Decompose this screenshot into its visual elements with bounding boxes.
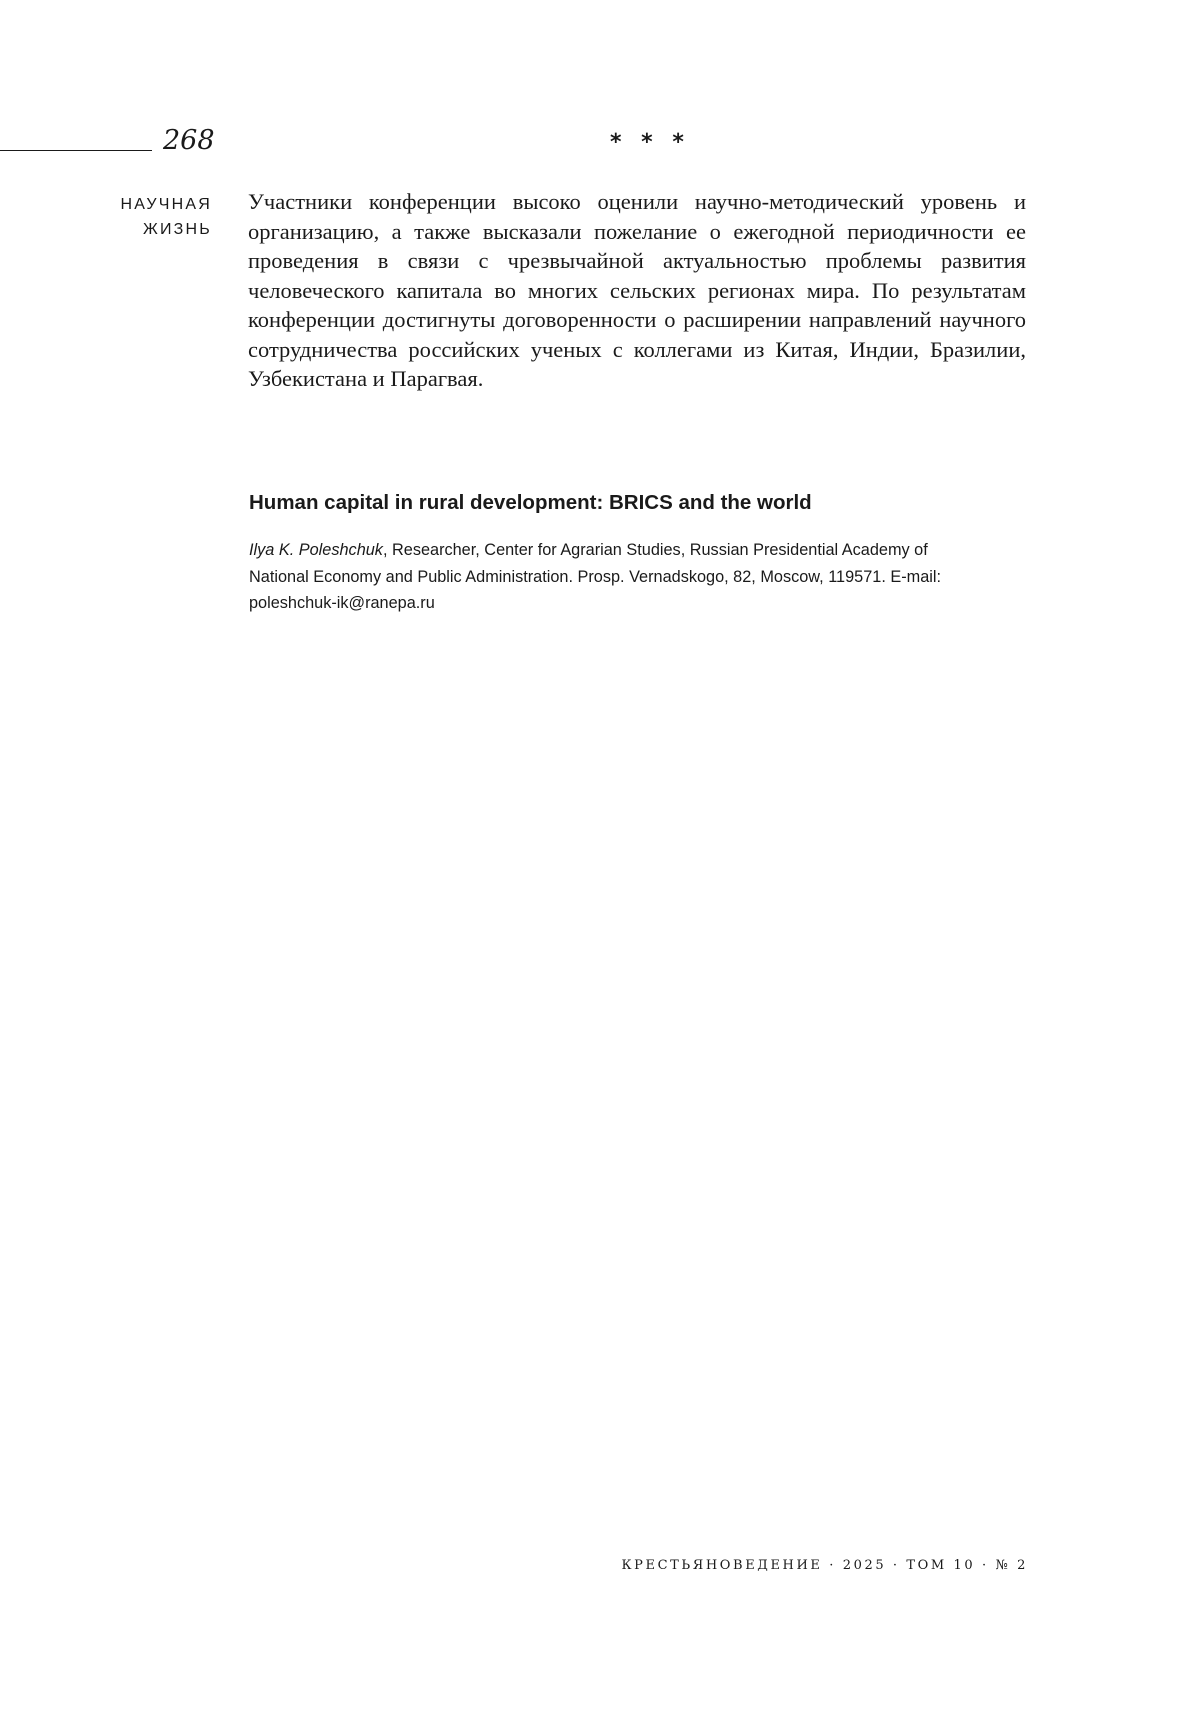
section-label (120, 192, 212, 242)
header-rule (0, 150, 152, 151)
author-details: , Researcher, Center for Agrarian Studies, Russian Presidential Academy of National Economy and Public Administration. Prosp. Vernadskogo, 82, Moscow, 119571. E-mail: poleshchuk-ik@ranepa.ru (249, 541, 942, 612)
running-footer: КРЕСТЬЯНОВЕДЕНИЕ · 2025 · ТОМ 10 · № 2 (621, 1558, 1028, 1573)
section-label-line1: НАУЧНАЯ (120, 196, 212, 213)
body-paragraph: Участники конференции высоко оценили научно-методический уровень и организацию, а также высказали пожелание о ежегодной периодичности ее проведения в связи с чрезвычайной актуальностью проблемы развития человеческого капитала во многих сельских регионах мира. По результатам конференции достигнуты договоренности о расширении направлений научного сотрудничества российских ученых с коллегами из Китая, Индии, Бразилии, Узбекистана и Парагвая. (248, 189, 1026, 391)
page-number: 268 (163, 125, 215, 156)
english-article-title: Human capital in rural development: BRICS and the world (249, 491, 812, 514)
section-divider-asterisks: * * * (610, 130, 690, 155)
section-label-line2: ЖИЗНЬ (143, 221, 212, 238)
author-info (249, 537, 989, 617)
author-name: Ilya K. Poleshchuk (249, 541, 383, 559)
